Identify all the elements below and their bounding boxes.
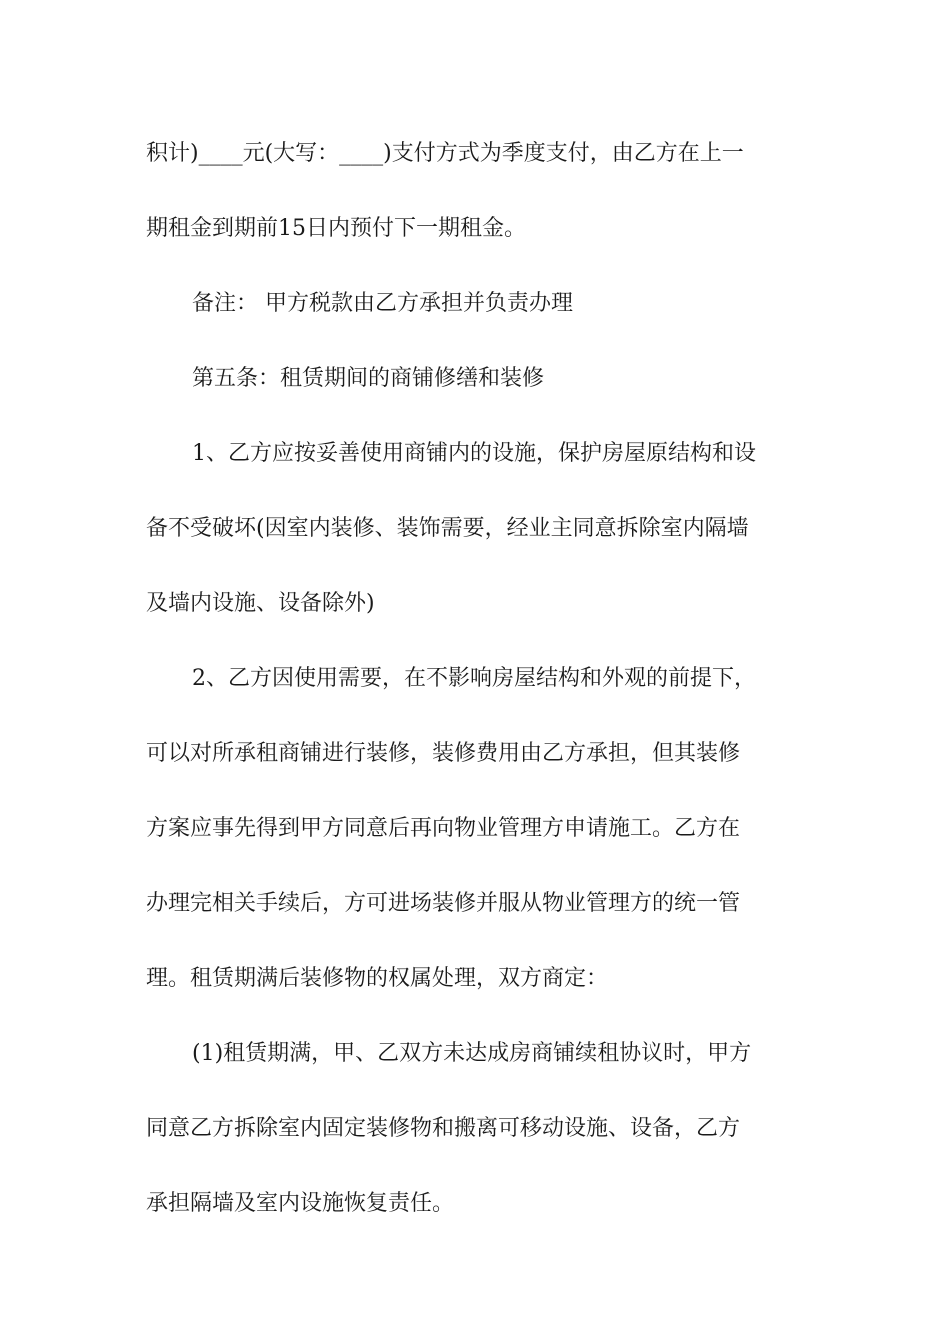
clause-2-line: 理。租赁期满后装修物的权属处理，双方商定： [146,966,609,991]
subclause-1-line: 同意乙方拆除室内固定装修物和搬离可移动设施、设备，乙方 [146,1116,741,1141]
clause-1-line: 及墙内设施、设备除外) [146,591,375,616]
subclause-1-line: 承担隔墙及室内设施恢复责任。 [146,1191,455,1216]
document-body [146,116,806,1241]
clause-1-line: 备不受破坏(因室内装修、装饰需要，经业主同意拆除室内隔墙 [146,516,749,541]
clause-2-line: 方案应事先得到甲方同意后再向物业管理方申请施工。乙方在 [146,816,741,841]
clause-2-line: 可以对所承租商铺进行装修，装修费用由乙方承担，但其装修 [146,741,741,766]
section-heading: 第五条：租赁期间的商铺修缮和装修 [192,366,545,391]
clause-2-line: 2、乙方因使用需要，在不影响房屋结构和外观的前提下， [192,666,756,691]
clause-1-line: 1、乙方应按妥善使用商铺内的设施，保护房屋原结构和设 [192,441,756,466]
subclause-1-line: (1)租赁期满，甲、乙双方未达成房商铺续租协议时，甲方 [192,1041,752,1066]
text-line: 期租金到期前15日内预付下一期租金。 [146,216,526,241]
note-line: 备注： 甲方税款由乙方承担并负责办理 [192,291,573,316]
text-line: 积计)____元(大写：____)支付方式为季度支付，由乙方在上一 [146,141,744,166]
clause-2-line: 办理完相关手续后，方可进场装修并服从物业管理方的统一管 [146,891,741,916]
